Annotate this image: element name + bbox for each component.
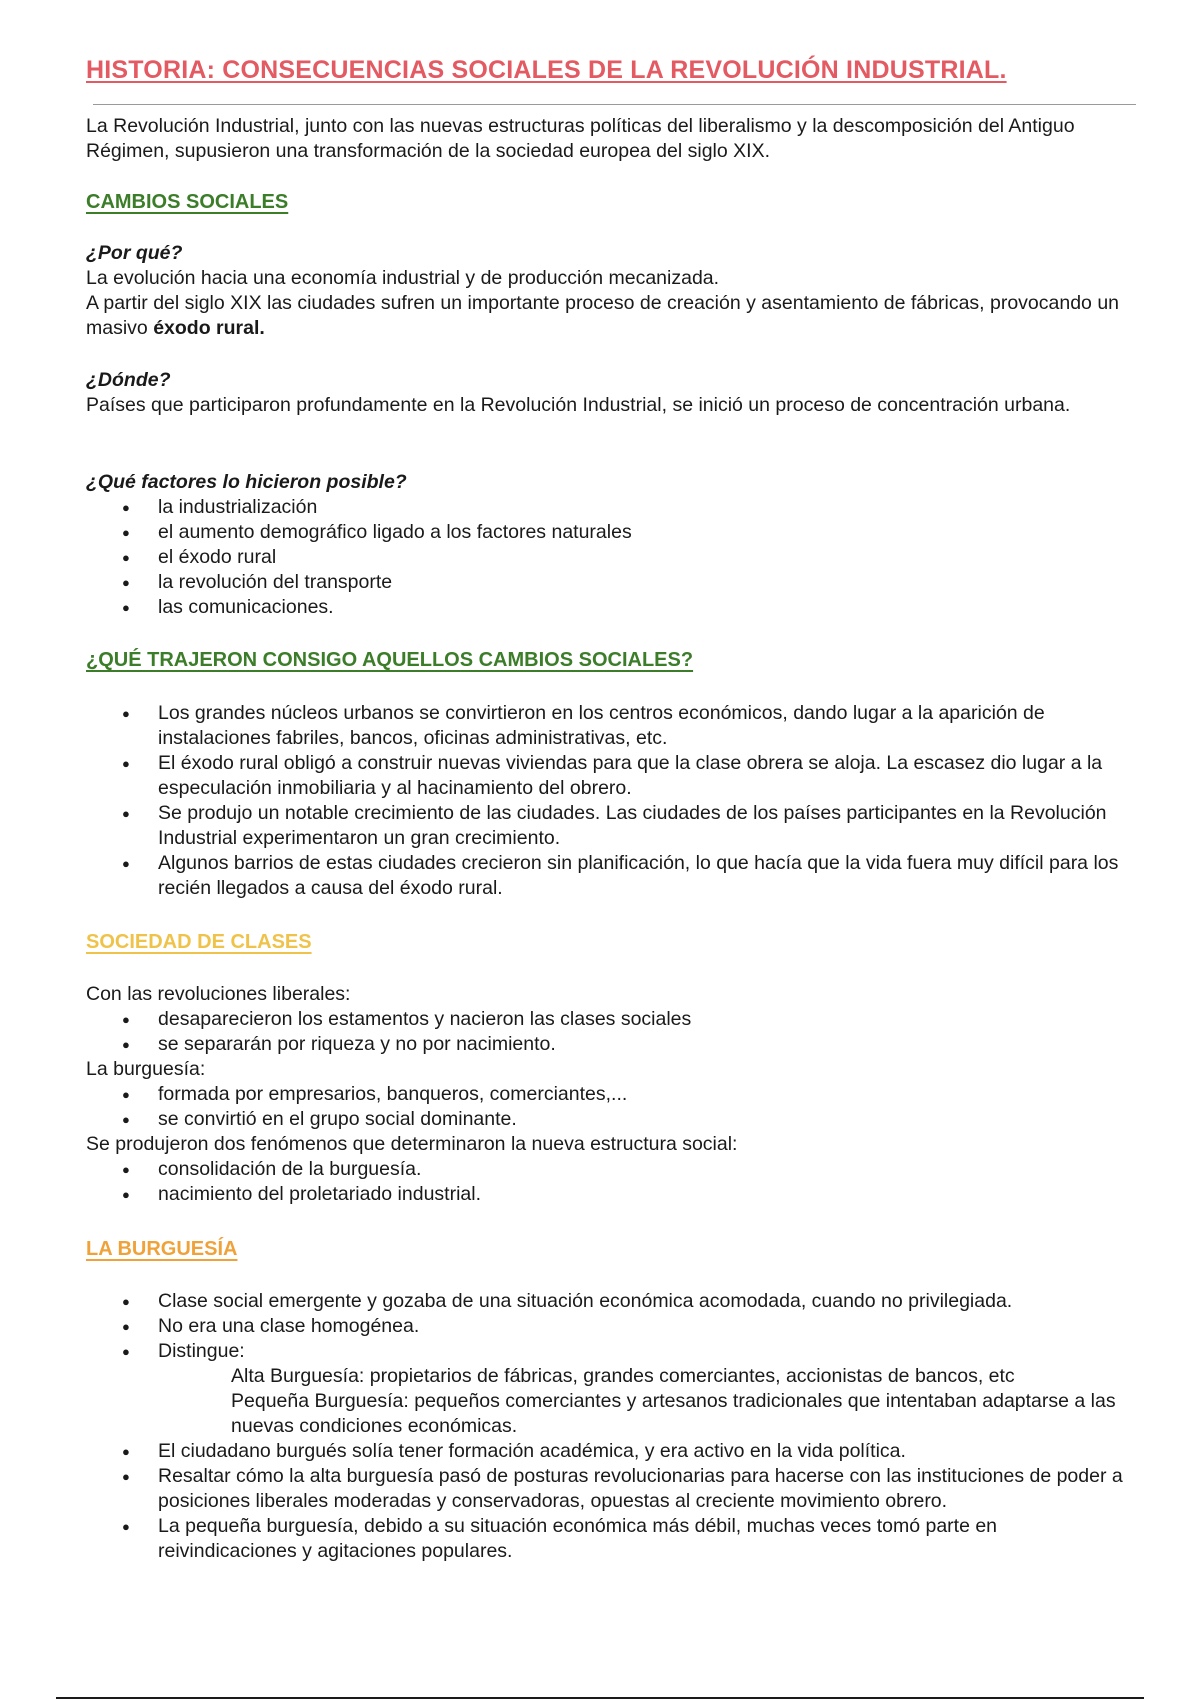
title-divider [93,104,1136,105]
sociedad-intro1: Con las revoluciones liberales: [86,983,351,1005]
list-item: ● Los grandes núcleos urbanos se convirtieron en los centros económicos, dando lugar a la aparición de instalaciones fabriles, bancos, oficinas administrativas, etc. [86,701,1140,751]
trajeron-list [86,701,1140,901]
por-que-line1: La evolución hacia una economía industrial y de producción mecanizada. [86,267,720,289]
page-title: HISTORIA: CONSECUENCIAS SOCIALES DE LA REVOLUCIÓN INDUSTRIAL. [86,56,1007,84]
list-item: ● La pequeña burguesía, debido a su situación económica más débil, muchas veces tomó parte en reivindicaciones y agitaciones populares. [86,1514,1140,1564]
list-item: ● Se produjo un notable crecimiento de las ciudades. Las ciudades de los países participantes en la Revolución Industrial experimentaron un gran crecimiento. [86,801,1140,851]
section-factores [86,470,1140,620]
question-factores: ¿Qué factores lo hicieron posible? [86,471,407,493]
burguesia-list-2 [86,1439,1140,1564]
list-item: ● Resaltar cómo la alta burguesía pasó de posturas revolucionarias para hacerse con las instituciones de poder a posiciones liberales moderadas y conservadoras, opuestas al creciente movimiento obrero. [86,1464,1140,1514]
sociedad-list1 [86,1007,1140,1057]
heading-sociedad-de-clases: SOCIEDAD DE CLASES [86,931,312,953]
exodo-rural-bold: éxodo rural. [153,317,265,339]
sociedad-list2 [86,1082,1140,1132]
section-burguesia [86,1289,1140,1564]
section-por-que [86,241,1140,341]
list-item: ● formada por empresarios, banqueros, comerciantes,... [86,1082,1140,1107]
list-item: ● nacimiento del proletariado industrial. [86,1182,1140,1207]
factores-list [86,495,1140,620]
burguesia-list [86,1289,1140,1364]
alta-burguesia: Alta Burguesía: propietarios de fábricas, grandes comerciantes, accionistas de bancos, etc [231,1365,1015,1387]
question-por-que: ¿Por qué? [86,242,183,264]
pequena-burguesia: Pequeña Burguesía: pequeños comerciantes y artesanos tradicionales que intentaban adaptarse a las nuevas condiciones económicas. [231,1390,1116,1437]
list-item: ● se separarán por riqueza y no por nacimiento. [86,1032,1140,1057]
list-item: ● Clase social emergente y gozaba de una situación económica acomodada, cuando no privilegiada. [86,1289,1140,1314]
sociedad-intro3: Se produjeron dos fenómenos que determinaron la nueva estructura social: [86,1133,738,1155]
heading-la-burguesia: LA BURGUESÍA [86,1238,238,1260]
por-que-line2 [86,291,1140,341]
question-donde: ¿Dónde? [86,369,171,391]
list-item: ● el aumento demográfico ligado a los factores naturales [86,520,1140,545]
list-item: ● la industrialización [86,495,1140,520]
list-item: ● desaparecieron los estamentos y nacieron las clases sociales [86,1007,1140,1032]
por-que-line2-text: A partir del siglo XIX las ciudades sufren un importante proceso de creación y asentamiento de fábricas, provocando un masivo [86,292,1120,339]
bottom-divider [56,1697,1144,1699]
section-sociedad [86,982,1140,1207]
list-item: ● No era una clase homogénea. [86,1314,1140,1339]
list-item: ● Algunos barrios de estas ciudades crecieron sin planificación, lo que hacía que la vida fuera muy difícil para los recién llegados a causa del éxodo rural. [86,851,1140,901]
sociedad-intro2: La burguesía: [86,1058,206,1080]
heading-que-trajeron: ¿QUÉ TRAJERON CONSIGO AQUELLOS CAMBIOS SOCIALES? [86,649,694,671]
section-trajeron [86,701,1140,901]
list-item: ● El éxodo rural obligó a construir nuevas viviendas para que la clase obrera se aloja. La escasez dio lugar a la especulación inmobiliaria y al hacinamiento del obrero. [86,751,1140,801]
list-item: ● la revolución del transporte [86,570,1140,595]
list-item: ● se convirtió en el grupo social dominante. [86,1107,1140,1132]
list-item: ● consolidación de la burguesía. [86,1157,1140,1182]
list-item: ● Distingue: [86,1339,1140,1364]
list-item: ● las comunicaciones. [86,595,1140,620]
sociedad-list3 [86,1157,1140,1207]
section-donde [86,368,1140,418]
heading-cambios-sociales: CAMBIOS SOCIALES [86,191,289,213]
donde-text: Países que participaron profundamente en la Revolución Industrial, se inició un proceso de concentración urbana. [86,394,1071,416]
intro-paragraph: La Revolución Industrial, junto con las nuevas estructuras políticas del liberalismo y la descomposición del Antiguo Régimen, supusieron una transformación de la sociedad europea del siglo XIX. [86,115,1075,162]
list-item: ● El ciudadano burgués solía tener formación académica, y era activo en la vida política. [86,1439,1140,1464]
list-item: ● el éxodo rural [86,545,1140,570]
